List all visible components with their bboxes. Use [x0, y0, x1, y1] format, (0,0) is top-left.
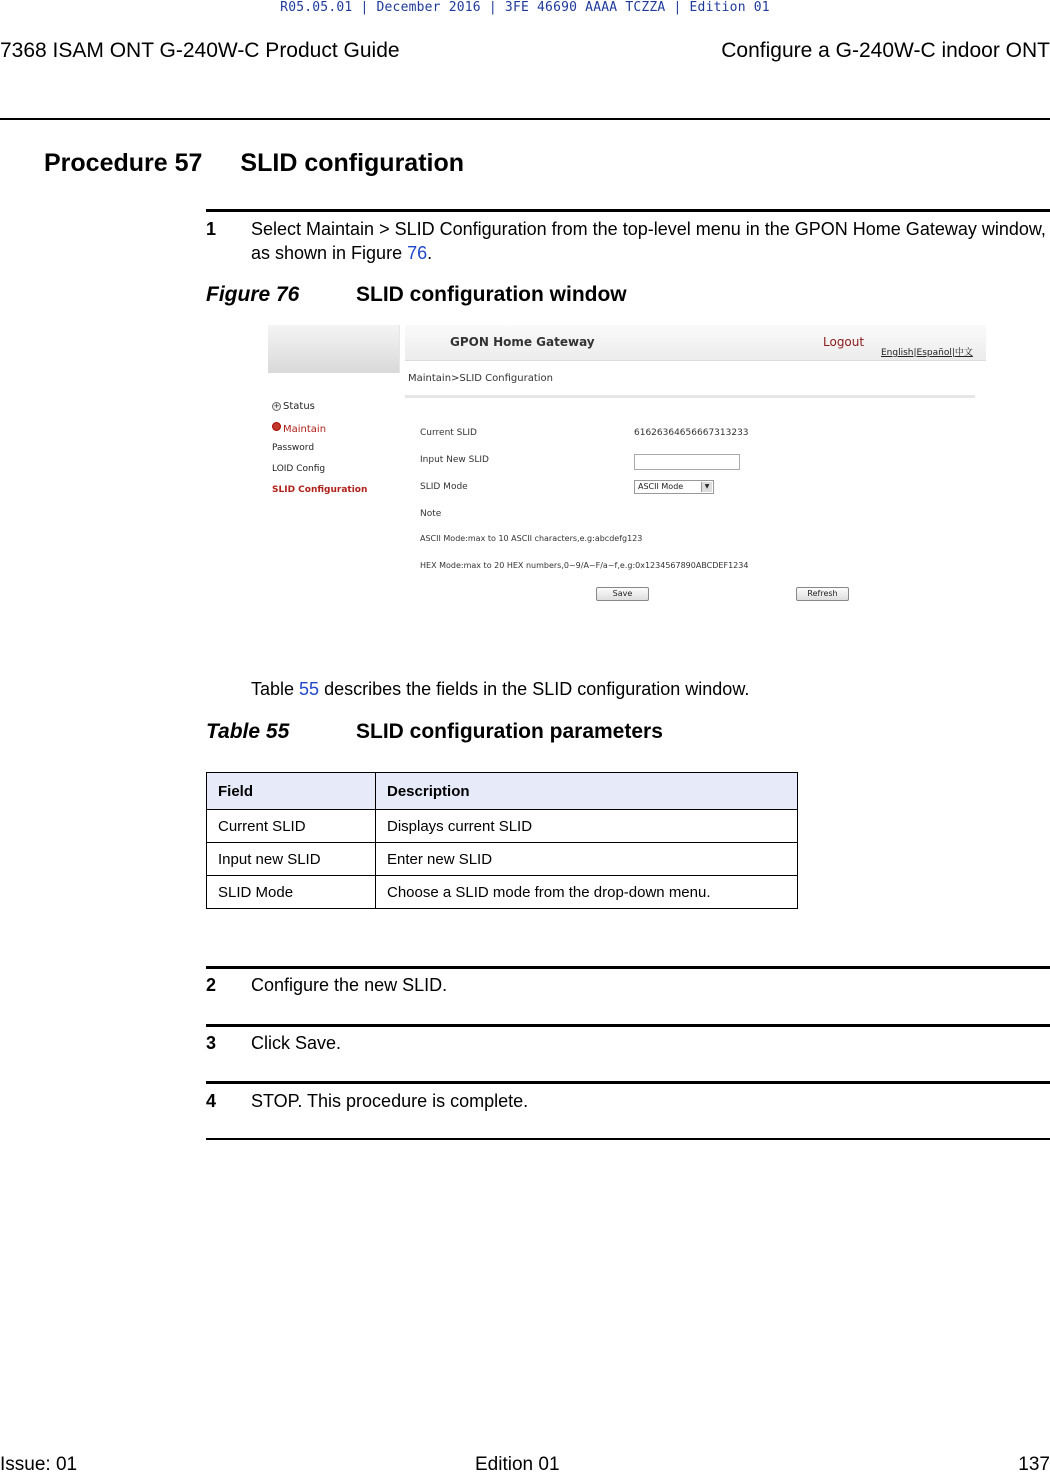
step-number: 4	[206, 1091, 217, 1111]
slid-configuration-screenshot	[268, 325, 986, 608]
current-slid-value: 61626364656667313233	[634, 428, 749, 438]
expand-icon	[272, 422, 281, 431]
table-intro-text	[251, 677, 1050, 701]
brand-title: GPON Home Gateway	[450, 335, 595, 349]
input-new-slid-label: Input New SLID	[420, 455, 489, 465]
step-text: STOP. This procedure is complete.	[251, 1091, 529, 1111]
step-rule	[206, 966, 1050, 969]
new-slid-input[interactable]	[634, 454, 740, 470]
table-row	[207, 843, 798, 876]
save-button[interactable]: Save	[596, 587, 649, 601]
figure-label: Figure 76	[206, 283, 300, 306]
table-cell: Choose a SLID mode from the drop-down menu.	[376, 876, 798, 909]
step-text-part: .	[427, 243, 433, 263]
nav-item-maintain[interactable]	[272, 422, 326, 435]
procedure-label: Procedure 57	[44, 149, 203, 177]
header-guide-title: 7368 ISAM ONT G-240W-C Product Guide	[0, 39, 400, 62]
column-header-description: Description	[376, 773, 798, 810]
procedure-title: SLID configuration	[240, 149, 465, 177]
intro-text-part: Table	[251, 679, 300, 699]
footer-page-number: 137	[1018, 1454, 1050, 1475]
sidebar-header	[268, 325, 400, 373]
footer-issue: Issue: 01	[0, 1454, 78, 1475]
figure-caption	[206, 283, 627, 307]
slid-mode-label: SLID Mode	[420, 482, 468, 492]
refresh-button[interactable]: Refresh	[796, 587, 849, 601]
table-caption	[206, 720, 663, 744]
step-text	[251, 217, 1050, 265]
nav-item-loid-config[interactable]: LOID Config	[272, 464, 326, 474]
language-links[interactable]: English|Español|中文	[881, 348, 973, 358]
step-number: 3	[206, 1033, 217, 1053]
table-label: Table 55	[206, 720, 290, 743]
logout-link[interactable]: Logout	[823, 335, 865, 349]
table-header-row	[207, 773, 798, 810]
breadcrumb-divider	[405, 395, 975, 398]
note-ascii-text: ASCII Mode:max to 10 ASCII characters,e.g:abcdefg123	[420, 534, 643, 543]
slid-parameters-table	[206, 772, 798, 909]
step-number: 1	[206, 219, 217, 239]
table-cell: SLID Mode	[207, 876, 376, 909]
current-slid-label: Current SLID	[420, 428, 477, 438]
nav-label: Maintain	[283, 424, 327, 435]
step-rule	[206, 1081, 1050, 1084]
table-link[interactable]: 55	[299, 679, 320, 699]
nav-label: Status	[283, 401, 315, 412]
note-hex-text: HEX Mode:max to 20 HEX numbers,0~9/A~F/a~f,e.g:0x1234567890ABCDEF1234	[420, 561, 749, 570]
expand-icon: +	[273, 402, 280, 410]
step-text: Configure the new SLID.	[251, 975, 448, 995]
figure-link[interactable]: 76	[407, 243, 428, 263]
nav-item-password[interactable]: Password	[272, 443, 315, 453]
table-row	[207, 876, 798, 909]
table-cell: Enter new SLID	[376, 843, 798, 876]
step-number: 2	[206, 975, 217, 995]
slid-mode-select[interactable]	[634, 480, 714, 494]
figure-title: SLID configuration window	[356, 283, 627, 306]
slid-mode-value: ASCII Mode	[638, 482, 684, 491]
procedure-end-rule	[206, 1138, 1050, 1140]
procedure-heading	[44, 149, 464, 178]
column-header-field: Field	[207, 773, 376, 810]
header-rule	[0, 118, 1050, 120]
intro-text-part: describes the fields in the SLID configuration window.	[319, 679, 750, 699]
nav-item-status[interactable]	[272, 401, 315, 412]
table-cell: Displays current SLID	[376, 810, 798, 843]
top-bar	[405, 325, 986, 361]
table-cell: Input new SLID	[207, 843, 376, 876]
step-text: Click Save.	[251, 1033, 342, 1053]
breadcrumb: Maintain>SLID Configuration	[408, 373, 553, 384]
table-row	[207, 810, 798, 843]
footer-edition: Edition 01	[475, 1454, 560, 1475]
step-rule	[206, 209, 1050, 212]
table-cell: Current SLID	[207, 810, 376, 843]
nav-item-slid-configuration[interactable]: SLID Configuration	[272, 485, 368, 495]
document-banner: R05.05.01 | December 2016 | 3FE 46690 AAAA TCZZA | Edition 01	[280, 0, 770, 15]
note-label: Note	[420, 509, 442, 519]
header-chapter-title: Configure a G-240W-C indoor ONT	[721, 39, 1050, 62]
sidebar	[268, 373, 399, 608]
chevron-down-icon: ▼	[701, 482, 712, 492]
step-text-part: Select Maintain > SLID Configuration from the top-level menu in the GPON Home Gateway window, as shown in Figure	[251, 219, 1046, 263]
table-title: SLID configuration parameters	[356, 720, 663, 743]
step-rule	[206, 1024, 1050, 1027]
